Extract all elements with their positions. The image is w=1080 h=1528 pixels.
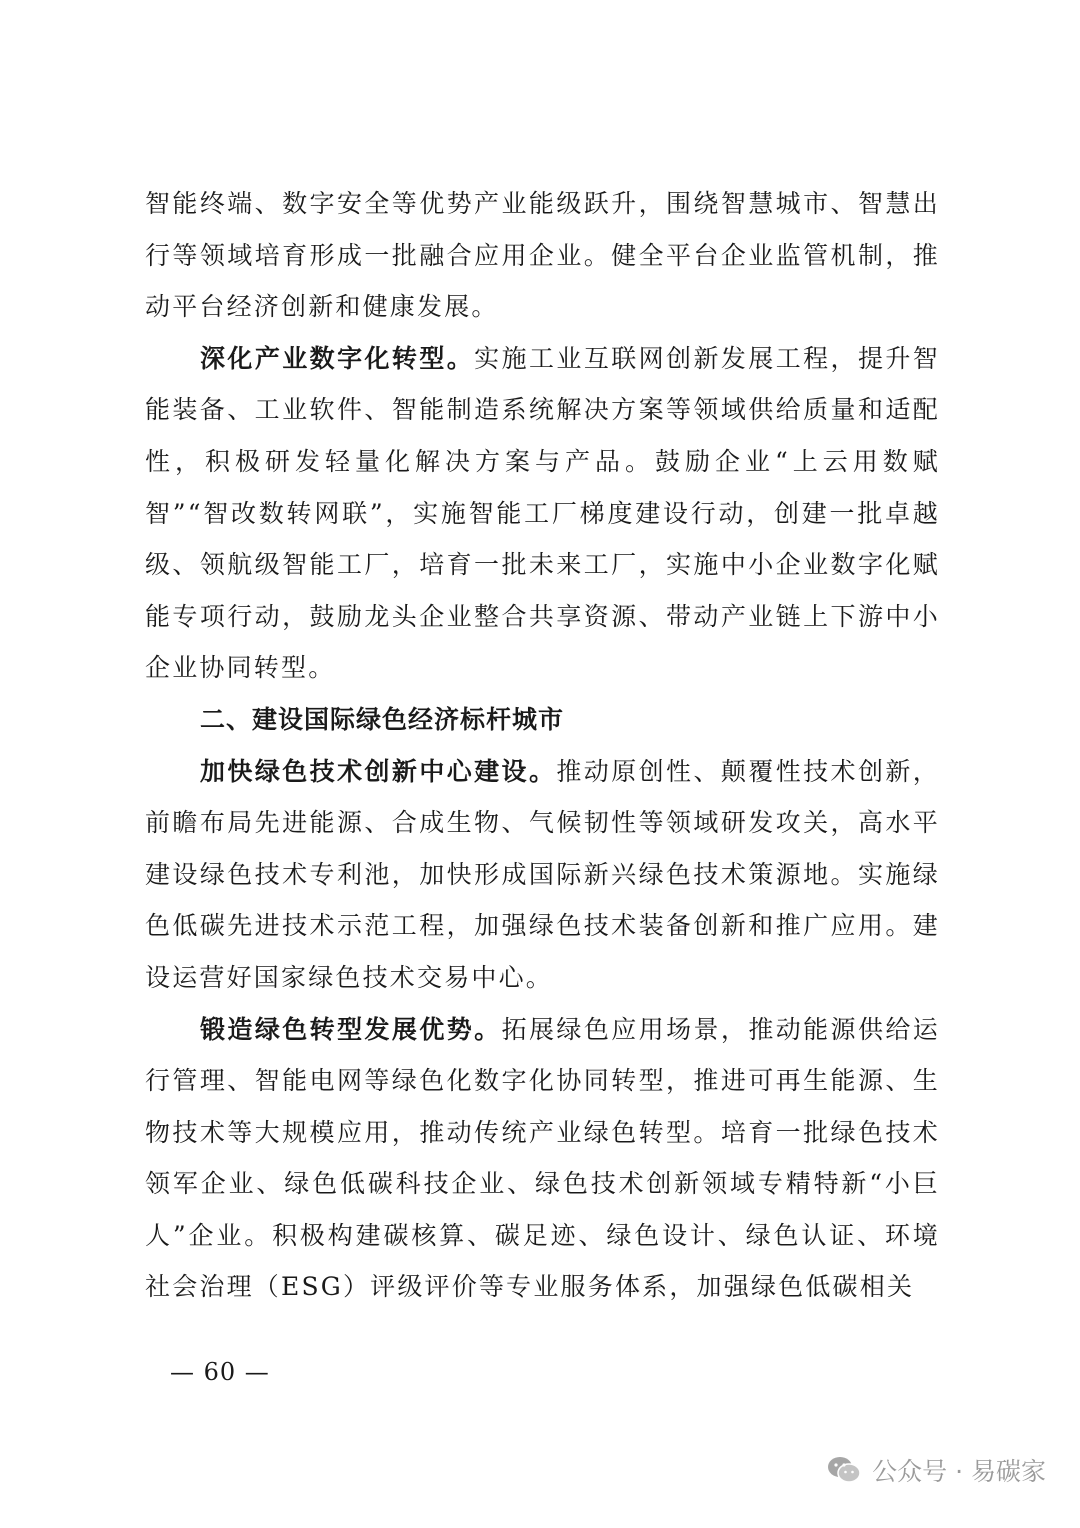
paragraph-green-tech-center [145, 746, 940, 1004]
document-body [145, 178, 940, 1313]
watermark [826, 1452, 1046, 1488]
paragraph-text: 实施工业互联网创新发展工程，提升智能装备、工业软件、智能制造系统解决方案等领域供给质量和适配性，积极研发轻量化解决方案与产品。鼓励企业“上云用数赋智”“智改数转网联”，实施智能工厂梯度建设行动，创建一批卓越级、领航级智能工厂，培育一批未来工厂，实施中小企业数字化赋能专项行动，鼓励龙头企业整合共享资源、带动产业链上下游中小企业协同转型。 [145, 343, 940, 683]
paragraph-lead: 加快绿色技术创新中心建设。 [200, 756, 557, 786]
paragraph-industrial-digitalization [145, 333, 940, 694]
wechat-icon [826, 1455, 862, 1485]
paragraph-green-transition [145, 1004, 940, 1314]
paragraph-text: 推动原创性、颠覆性技术创新，前瞻布局先进能源、合成生物、气候韧性等领域研发攻关，高水平建设绿色技术专利池，加快形成国际新兴绿色技术策源地。实施绿色低碳先进技术示范工程，加强绿色技术装备创新和推广应用。建设运营好国家绿色技术交易中心。 [145, 756, 940, 992]
paragraph-digital-industry: 智能终端、数字安全等优势产业能级跃升，围绕智慧城市、智慧出行等领域培育形成一批融合应用企业。健全平台企业监管机制，推动平台经济创新和健康发展。 [145, 189, 940, 322]
paragraph-text: 拓展绿色应用场景，推动能源供给运行管理、智能电网等绿色化数字化协同转型，推进可再生能源、生物技术等大规模应用，推动传统产业绿色转型。培育一批绿色技术领军企业、绿色低碳科技企业、绿色技术创新领域专精特新“小巨人”企业。积极构建碳核算、碳足迹、绿色设计、绿色认证、环境社会治理（ESG）评级评价等专业服务体系，加强绿色低碳相关 [145, 1014, 941, 1302]
paragraph-lead: 深化产业数字化转型。 [200, 343, 475, 373]
watermark-text: 公众号 · 易碳家 [872, 1457, 1046, 1486]
page-number: — 60 — [170, 1358, 270, 1386]
paragraph-lead: 锻造绿色转型发展优势。 [200, 1014, 502, 1044]
section-heading: 二、建设国际绿色经济标杆城市 [200, 704, 565, 734]
